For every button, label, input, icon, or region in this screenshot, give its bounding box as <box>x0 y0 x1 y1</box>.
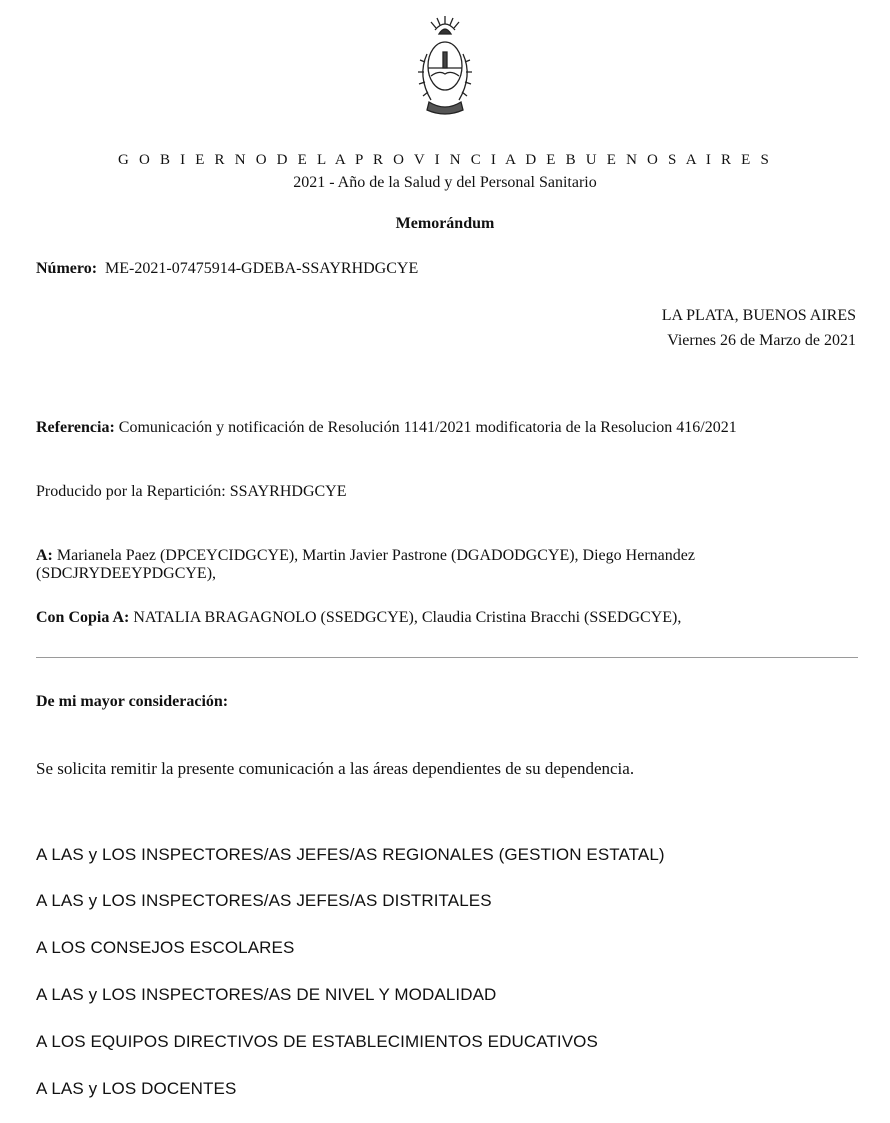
greeting: De mi mayor consideración: <box>36 693 229 710</box>
reference-text: Comunicación y notificación de Resolución 1141/2021 modificatoria de la Resolucion 416/2021 <box>118 419 737 436</box>
body-text: Se solicita remitir la presente comunicación a las áreas dependientes de su dependencia. <box>36 759 635 778</box>
recipient-item: A LOS CONSEJOS ESCOLARES <box>36 938 295 957</box>
date: Viernes 26 de Marzo de 2021 <box>667 332 856 349</box>
year-motto: 2021 - Año de la Salud y del Personal Sanitario <box>293 174 597 191</box>
recipient-item: A LAS y LOS INSPECTORES/AS DE NIVEL Y MODALIDAD <box>36 985 497 1004</box>
recipient-item: A LAS y LOS INSPECTORES/AS JEFES/AS DISTRITALES <box>36 891 492 910</box>
document-number <box>36 260 418 278</box>
number-value: ME-2021-07475914-GDEBA-SSAYRHDGCYE <box>105 260 419 277</box>
reference-label: Referencia: <box>36 419 115 436</box>
document-type: Memorándum <box>395 215 495 232</box>
number-label: Número: <box>36 260 98 277</box>
recipient-item: A LAS y LOS INSPECTORES/AS JEFES/AS REGIONALES (GESTION ESTATAL) <box>36 845 665 864</box>
to-label: A: <box>36 547 53 564</box>
government-header: G O B I E R N O D E L A P R O V I N C I A D E B U E N O S A I R E S <box>117 152 773 168</box>
cc-label: Con Copia A: <box>36 609 130 626</box>
carbon-copy <box>36 609 681 627</box>
addressees <box>36 547 826 583</box>
recipient-item: A LAS y LOS DOCENTES <box>36 1079 237 1098</box>
place: LA PLATA, BUENOS AIRES <box>661 307 856 324</box>
divider <box>36 657 858 658</box>
recipient-item: A LOS EQUIPOS DIRECTIVOS DE ESTABLECIMIENTOS EDUCATIVOS <box>36 1032 598 1051</box>
reference <box>36 419 826 437</box>
cc-text: NATALIA BRAGAGNOLO (SSEDGCYE), Claudia Cristina Bracchi (SSEDGCYE), <box>133 609 682 626</box>
to-text: Marianela Paez (DPCEYCIDGCYE), Martin Javier Pastrone (DGADODGCYE), Diego Hernandez (SDCJRYDEEYPDGCYE), <box>36 547 695 582</box>
coat-of-arms-icon <box>413 14 477 120</box>
produced-by: Producido por la Repartición: SSAYRHDGCYE <box>36 483 347 500</box>
